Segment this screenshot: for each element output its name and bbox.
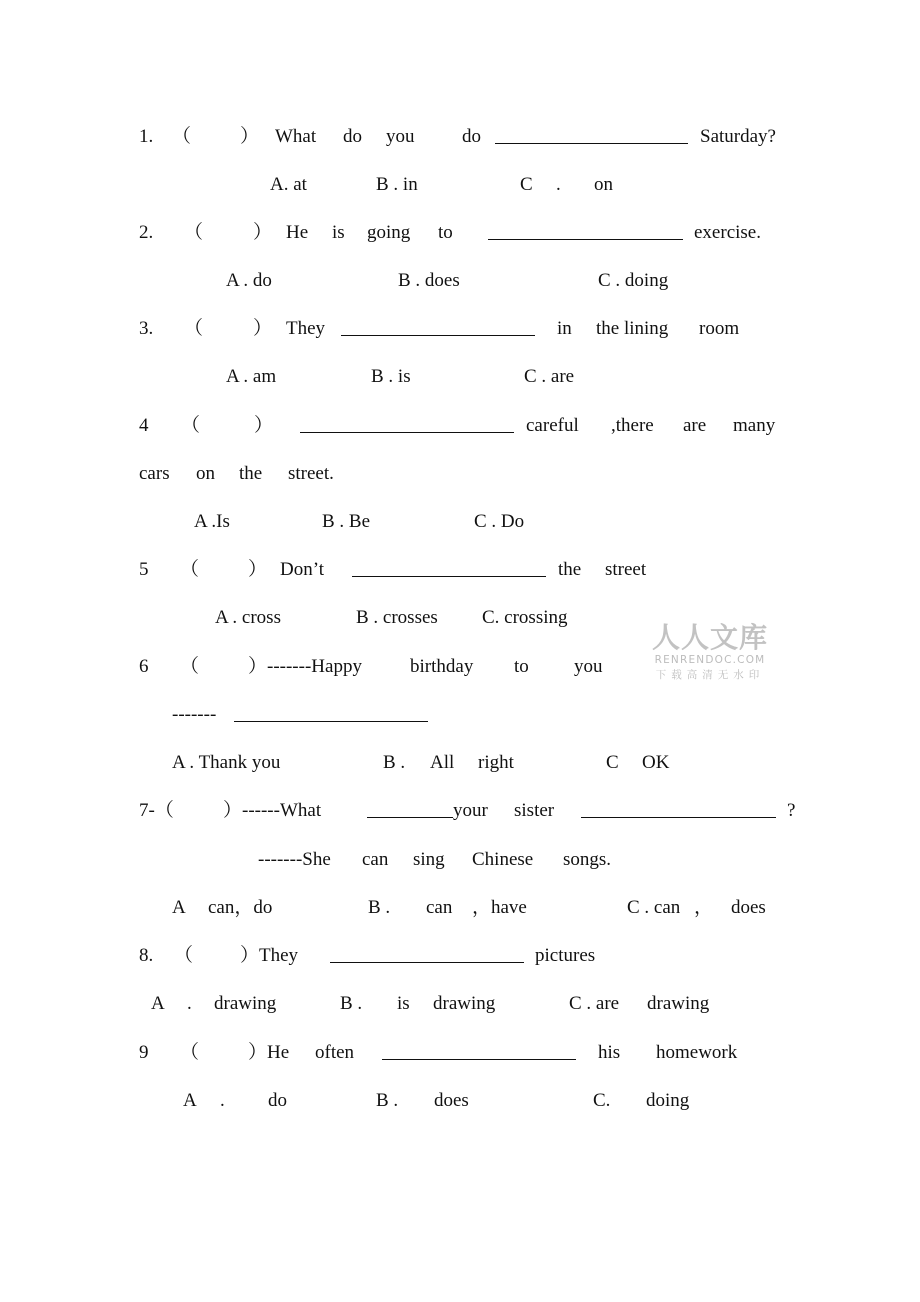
question-word: songs. xyxy=(563,849,612,870)
option-c-text: does xyxy=(731,897,766,918)
question-number: 2. xyxy=(139,222,154,243)
answer-paren-open: （ xyxy=(172,126,192,147)
question-word: Don’t xyxy=(280,559,324,580)
option-c: C. crossing xyxy=(482,607,568,628)
option-a: A. at xyxy=(270,174,307,195)
dialogue-line: -------She xyxy=(258,849,331,870)
answer-paren-open: （ xyxy=(181,415,201,436)
question-word: the xyxy=(558,559,582,580)
question-word: room xyxy=(699,318,740,339)
option-c: C . are xyxy=(569,993,620,1014)
watermark-subtitle: RENRENDOC.COM xyxy=(654,654,766,666)
option-a: A xyxy=(151,993,165,1014)
option-c-comma: ， xyxy=(694,897,714,918)
option-a: A . do xyxy=(226,270,272,291)
question-word: your xyxy=(453,800,488,821)
question-word: do xyxy=(343,126,362,147)
option-a: A . am xyxy=(226,366,277,387)
question-word: homework xyxy=(656,1042,738,1063)
options-1 xyxy=(0,170,920,200)
dialogue-dash: ------- xyxy=(172,704,217,725)
option-c: C xyxy=(520,174,533,195)
options-5 xyxy=(0,603,920,633)
answer-paren-close: ） xyxy=(253,222,273,243)
question-word: many xyxy=(733,415,776,436)
fill-in-blank[interactable] xyxy=(300,432,514,433)
question-word: Saturday? xyxy=(700,126,776,147)
question-5 xyxy=(0,555,920,585)
question-word: often xyxy=(315,1042,355,1063)
question-word: They xyxy=(286,318,326,339)
option-c: C. xyxy=(593,1090,611,1111)
question-number: 1. xyxy=(139,126,154,147)
option-a: A .Is xyxy=(194,511,230,532)
option-b-text: drawing xyxy=(433,993,496,1014)
option-c-text: on xyxy=(594,174,613,195)
option-c-text: drawing xyxy=(647,993,710,1014)
question-word: to xyxy=(514,656,529,677)
question-word: the xyxy=(239,463,263,484)
option-b: B . xyxy=(368,897,391,918)
option-a-dot: . xyxy=(187,993,192,1014)
question-word: you xyxy=(574,656,603,677)
answer-paren-open: （ xyxy=(184,318,204,339)
answer-paren-close: ） xyxy=(248,559,268,580)
question-7-reply xyxy=(0,845,920,875)
question-number: 3. xyxy=(139,318,154,339)
question-number: 4 xyxy=(139,415,149,436)
options-6 xyxy=(0,748,920,778)
question-word: is xyxy=(332,222,345,243)
fill-in-blank[interactable] xyxy=(581,817,776,818)
question-word: his xyxy=(598,1042,621,1063)
question-mark: ? xyxy=(787,800,796,821)
question-word: you xyxy=(386,126,415,147)
answer-paren-open: （ xyxy=(180,559,200,580)
option-b-text: ，have xyxy=(472,897,527,918)
question-word: on xyxy=(196,463,215,484)
fill-in-blank[interactable] xyxy=(488,239,683,240)
question-3 xyxy=(0,314,920,344)
answer-paren-open: （ xyxy=(174,945,194,966)
option-b-text: can xyxy=(426,897,453,918)
options-7 xyxy=(0,893,920,923)
dialogue-line: ）-------Happy xyxy=(248,656,362,677)
question-word: ）They xyxy=(240,945,299,966)
answer-paren-close: ） xyxy=(254,415,274,436)
option-b: B . does xyxy=(398,270,460,291)
question-word: birthday xyxy=(410,656,474,677)
question-word: street. xyxy=(288,463,334,484)
question-4-continued xyxy=(0,459,920,489)
question-word: cars xyxy=(139,463,170,484)
option-b: B . is xyxy=(371,366,411,387)
question-word: Chinese xyxy=(472,849,534,870)
option-c: C . are xyxy=(524,366,575,387)
question-7 xyxy=(0,796,920,826)
question-word: pictures xyxy=(535,945,596,966)
fill-in-blank[interactable] xyxy=(234,721,428,722)
option-a-text: can，do xyxy=(208,897,273,918)
option-a-text: drawing xyxy=(214,993,277,1014)
question-number: 7-（ xyxy=(139,800,174,821)
options-4 xyxy=(0,507,920,537)
question-6 xyxy=(0,652,920,682)
option-c: C xyxy=(606,752,619,773)
option-b: B . crosses xyxy=(356,607,438,628)
answer-paren-open: （ xyxy=(180,656,200,677)
option-a: A . Thank you xyxy=(172,752,281,773)
option-b-text: right xyxy=(478,752,514,773)
options-2 xyxy=(0,266,920,296)
question-word: He xyxy=(286,222,309,243)
question-word: to xyxy=(438,222,453,243)
question-word: ,there xyxy=(611,415,654,436)
option-a-dot: . xyxy=(220,1090,225,1111)
question-word: sing xyxy=(413,849,445,870)
question-number: 5 xyxy=(139,559,149,580)
option-a: A . cross xyxy=(215,607,281,628)
option-c: C . Do xyxy=(474,511,525,532)
question-word: careful xyxy=(526,415,579,436)
option-a: A xyxy=(172,897,186,918)
question-1 xyxy=(0,122,920,152)
question-word: exercise. xyxy=(694,222,761,243)
question-word: are xyxy=(683,415,707,436)
options-8 xyxy=(0,989,920,1019)
watermark-logo xyxy=(646,622,774,684)
question-word: street xyxy=(605,559,647,580)
answer-paren-close: ） xyxy=(253,318,273,339)
fill-in-blank[interactable] xyxy=(352,576,546,577)
fill-in-blank[interactable] xyxy=(367,817,453,818)
question-word: ）He xyxy=(248,1042,290,1063)
question-word: sister xyxy=(514,800,555,821)
question-number: 8. xyxy=(139,945,154,966)
answer-paren-open: （ xyxy=(180,1042,200,1063)
fill-in-blank[interactable] xyxy=(382,1059,576,1060)
question-6-reply xyxy=(0,700,920,730)
fill-in-blank[interactable] xyxy=(495,143,688,144)
answer-paren-open: （ xyxy=(184,222,204,243)
question-word: going xyxy=(367,222,411,243)
option-b: B . xyxy=(340,993,363,1014)
option-c-dot: . xyxy=(556,174,561,195)
question-8 xyxy=(0,941,920,971)
dialogue-line: ）------What xyxy=(223,800,322,821)
question-word: the lining xyxy=(596,318,669,339)
option-b-text: is xyxy=(397,993,410,1014)
watermark-note: 下载高清无水印 xyxy=(655,669,765,681)
option-c-text: OK xyxy=(642,752,670,773)
fill-in-blank[interactable] xyxy=(330,962,524,963)
watermark-title: 人人文库 xyxy=(651,621,768,654)
question-word: What xyxy=(275,126,317,147)
question-9 xyxy=(0,1038,920,1068)
question-word: do xyxy=(462,126,481,147)
option-a: A xyxy=(183,1090,197,1111)
option-c: C . can xyxy=(627,897,681,918)
question-4 xyxy=(0,411,920,441)
fill-in-blank[interactable] xyxy=(341,335,535,336)
option-a-text: do xyxy=(268,1090,287,1111)
options-9 xyxy=(0,1086,920,1116)
option-c: C . doing xyxy=(598,270,669,291)
question-word: can xyxy=(362,849,389,870)
option-b-text: All xyxy=(430,752,455,773)
question-2 xyxy=(0,218,920,248)
question-word: in xyxy=(557,318,572,339)
option-b: B . in xyxy=(376,174,418,195)
options-3 xyxy=(0,362,920,392)
option-b: B . Be xyxy=(322,511,371,532)
option-b-text: does xyxy=(434,1090,469,1111)
option-b: B . xyxy=(376,1090,399,1111)
option-b: B . xyxy=(383,752,406,773)
question-number: 9 xyxy=(139,1042,149,1063)
answer-paren-close: ） xyxy=(240,126,260,147)
option-c-text: doing xyxy=(646,1090,690,1111)
question-number: 6 xyxy=(139,656,149,677)
